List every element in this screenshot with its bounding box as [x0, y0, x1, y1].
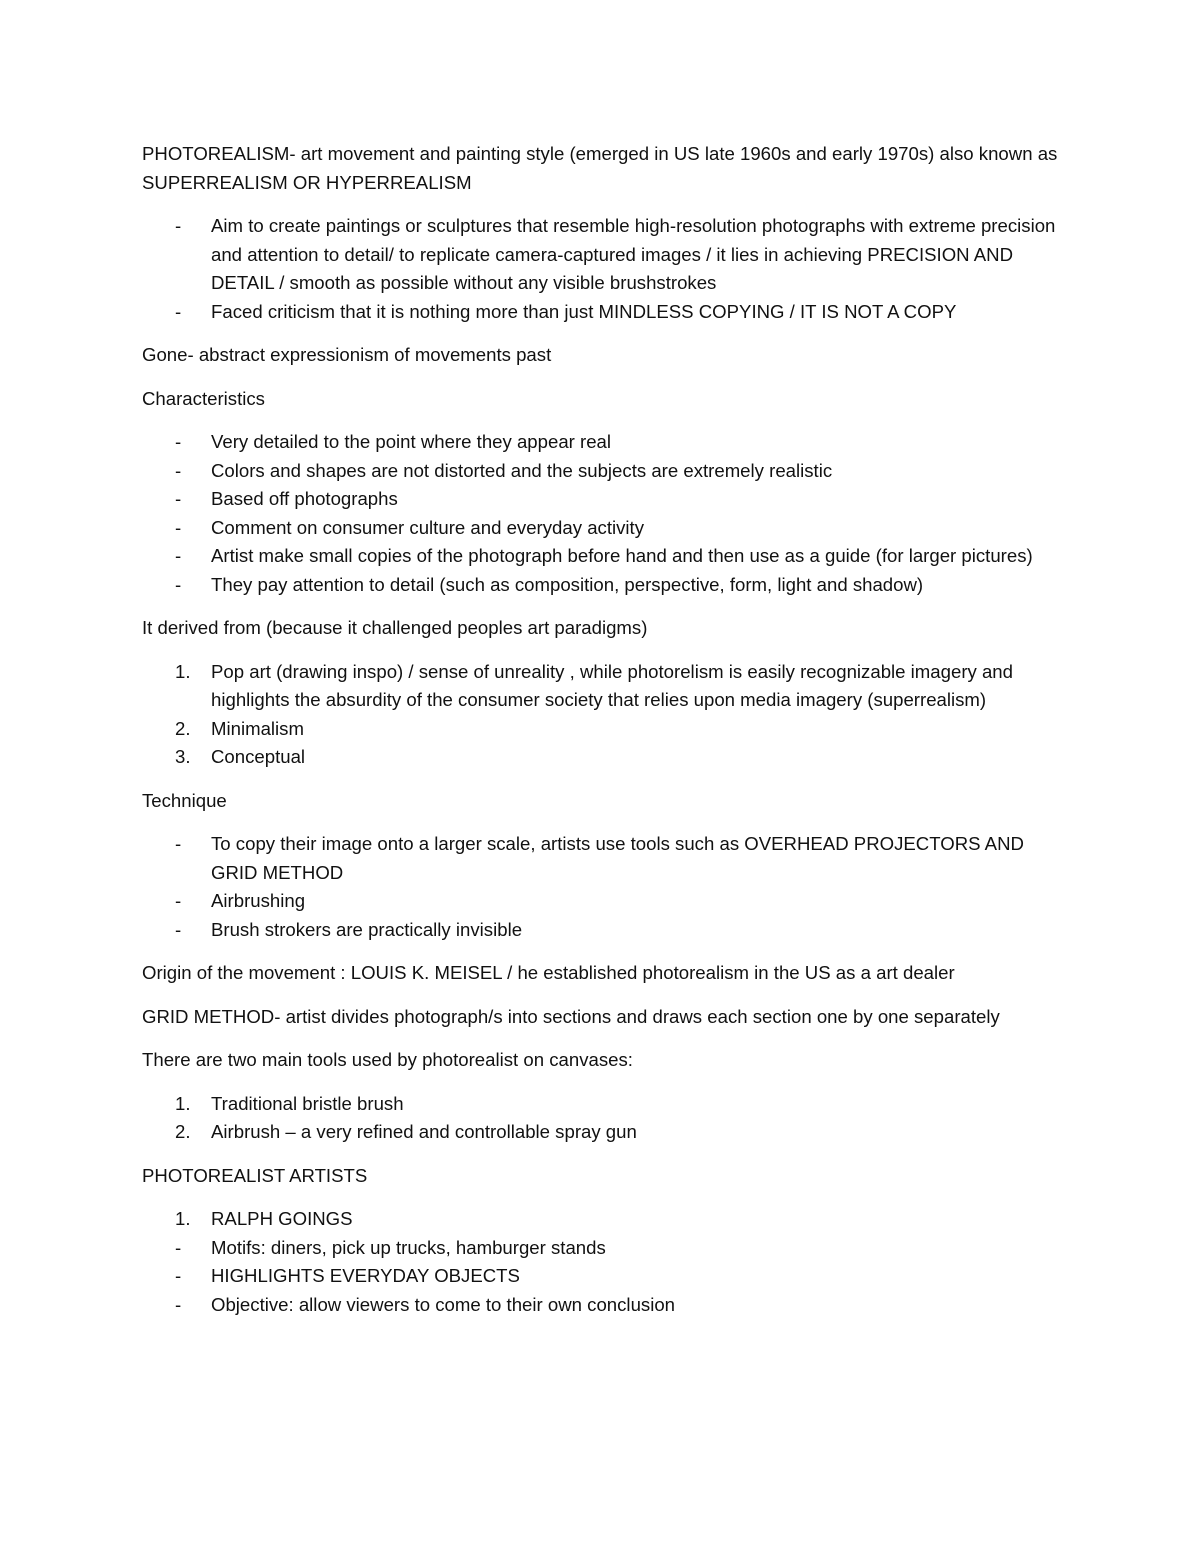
list-item-text: RALPH GOINGS [211, 1208, 353, 1229]
dash-marker: - [175, 431, 182, 452]
technique-heading: Technique [142, 789, 227, 811]
tools-list [142, 1090, 1067, 1147]
origin-paragraph: Origin of the movement : LOUIS K. MEISEL / he established photorealism in the US as a art dealer [142, 962, 955, 983]
list-item-text: HIGHLIGHTS EVERYDAY OBJECTS [211, 1265, 520, 1286]
artist-detail-list [142, 1234, 1067, 1320]
list-item-text: Pop art (drawing inspo) / sense of unreality , while photorelism is easily recognizable imagery and highlights the absurdity of the consumer society that relies upon media imagery (superrealism) [211, 660, 1013, 710]
list-item-text: Colors and shapes are not distorted and the subjects are extremely realistic [211, 459, 833, 481]
intro-paragraph: PHOTOREALISM- art movement and painting style (emerged in US late 1960s and early 1970s) also known as SUPERREALISM OR HYPERREALISM [142, 143, 1058, 193]
list-item [142, 887, 1067, 916]
list-item [142, 743, 1067, 772]
characteristics-list [142, 428, 1067, 599]
list-item [142, 212, 1067, 298]
list-item-text: Faced criticism that it is nothing more than just MINDLESS COPYING / IT IS NOT A COPY [211, 300, 957, 322]
document-page [142, 140, 1067, 1334]
number-marker: 3. [175, 746, 191, 767]
list-item-text: Motifs: diners, pick up trucks, hamburger stands [211, 1236, 606, 1258]
characteristics-heading: Characteristics [142, 387, 265, 409]
derived-list [142, 658, 1067, 772]
dash-marker: - [175, 833, 182, 854]
dash-marker: - [175, 215, 182, 236]
gone-paragraph: Gone- abstract expressionism of movements past [142, 344, 552, 365]
list-item-text: To copy their image onto a larger scale, artists use tools such as OVERHEAD PROJECTORS AND GRID METHOD [211, 833, 1024, 883]
list-item [142, 457, 1067, 486]
list-item [142, 1118, 1067, 1147]
list-item-text: Airbrush – a very refined and controllable spray gun [211, 1121, 637, 1142]
list-item [142, 916, 1067, 945]
number-marker: 1. [175, 1208, 191, 1229]
list-item [142, 485, 1067, 514]
dash-marker: - [175, 918, 182, 940]
dash-marker: - [175, 300, 182, 322]
dash-marker: - [175, 1236, 182, 1258]
list-item [142, 514, 1067, 543]
number-marker: 2. [175, 717, 191, 739]
list-item-text: They pay attention to detail (such as composition, perspective, form, light and shadow) [211, 573, 924, 595]
list-item-text: Traditional bristle brush [211, 1092, 404, 1114]
dash-marker: - [175, 488, 182, 509]
tools-heading: There are two main tools used by photorealist on canvases: [142, 1049, 633, 1070]
artists-heading: PHOTOREALIST ARTISTS [142, 1164, 368, 1186]
number-marker: 1. [175, 1092, 191, 1114]
list-item [142, 830, 1067, 887]
list-item [142, 1090, 1067, 1119]
list-item [142, 298, 1067, 327]
list-item-text: Comment on consumer culture and everyday activity [211, 516, 645, 538]
number-marker: 1. [175, 660, 191, 682]
list-item [142, 1234, 1067, 1263]
list-item-text: Conceptual [211, 746, 306, 767]
list-item [142, 571, 1067, 600]
list-item [142, 1291, 1067, 1320]
list-item-text: Objective: allow viewers to come to their own conclusion [211, 1293, 676, 1315]
dash-marker: - [175, 573, 182, 595]
dash-marker: - [175, 890, 182, 911]
dash-marker: - [175, 516, 182, 538]
dash-marker: - [175, 459, 182, 481]
derived-heading: It derived from (because it challenged peoples art paradigms) [142, 617, 648, 638]
list-item [142, 1205, 1067, 1234]
dash-marker: - [175, 1293, 182, 1315]
technique-list [142, 830, 1067, 944]
list-item-text: Brush strokers are practically invisible [211, 918, 523, 940]
list-item-text: Airbrushing [211, 890, 306, 911]
list-item [142, 658, 1067, 715]
list-item-text: Artist make small copies of the photograph before hand and then use as a guide (for larger pictures) [211, 545, 1033, 566]
list-item [142, 1262, 1067, 1291]
list-item-text: Minimalism [211, 717, 304, 739]
list-item-text: Based off photographs [211, 488, 398, 509]
dash-marker: - [175, 1265, 182, 1286]
list-item [142, 428, 1067, 457]
list-item-text: Very detailed to the point where they appear real [211, 431, 612, 452]
intro-bullet-list [142, 212, 1067, 326]
dash-marker: - [175, 545, 182, 566]
list-item [142, 542, 1067, 571]
list-item-text: Aim to create paintings or sculptures that resemble high-resolution photographs with extreme precision and attention to detail/ to replicate camera-captured images / it lies in achieving PRECISION AND DETAIL / smooth as possible without any visible brushstrokes [211, 215, 1056, 293]
number-marker: 2. [175, 1121, 191, 1142]
artists-list [142, 1205, 1067, 1234]
grid-method-paragraph: GRID METHOD- artist divides photograph/s into sections and draws each section one by one separately [142, 1005, 1000, 1027]
list-item [142, 715, 1067, 744]
